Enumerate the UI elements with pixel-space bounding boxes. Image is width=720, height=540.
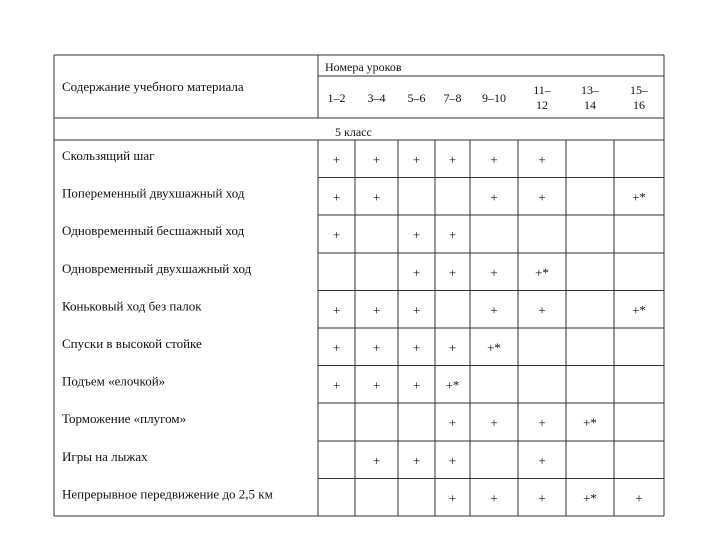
- lesson-mark: +: [372, 340, 381, 355]
- row-label: Одновременный бесшажный ход: [62, 223, 245, 239]
- lesson-mark: +: [538, 152, 546, 167]
- table-row: [62, 186, 646, 205]
- lesson-column-header-part: 16: [633, 98, 645, 112]
- lesson-mark: +: [332, 302, 341, 318]
- lesson-mark: +*: [583, 415, 597, 431]
- table-row: [62, 148, 546, 167]
- lesson-column-header-part: 12: [536, 98, 548, 112]
- lesson-column-header: [630, 83, 649, 112]
- lesson-mark: +: [538, 189, 546, 205]
- lesson-mark: +: [332, 227, 341, 243]
- table-row: [62, 261, 549, 280]
- lesson-mark: +: [490, 264, 498, 280]
- row-label: Подъем «елочкой»: [62, 373, 166, 389]
- lesson-mark: +: [372, 377, 381, 393]
- lesson-column-headers: [328, 83, 650, 112]
- lesson-mark: +*: [487, 340, 501, 355]
- lesson-mark: +: [372, 152, 381, 167]
- table-body: [62, 148, 646, 505]
- lesson-mark: +: [448, 415, 457, 431]
- lesson-column-header: [533, 83, 552, 112]
- lesson-mark: +: [332, 152, 341, 167]
- table-row: [62, 298, 646, 317]
- row-label: Непрерывное передвижение до 2,5 км: [62, 486, 273, 502]
- lesson-column-header-part: 11–: [533, 83, 551, 97]
- table-row: [62, 411, 597, 430]
- lesson-mark: +: [332, 340, 341, 355]
- lesson-mark: +: [412, 377, 421, 393]
- lesson-mark: +: [448, 490, 457, 506]
- table-row: [62, 449, 546, 468]
- lesson-mark: +: [448, 152, 457, 167]
- lesson-mark: +: [332, 377, 341, 393]
- lesson-mark: +: [412, 152, 421, 167]
- lesson-mark: +*: [535, 264, 549, 280]
- lesson-mark: +: [332, 189, 341, 205]
- lesson-mark: +: [538, 490, 546, 506]
- row-label: Игры на лыжах: [62, 448, 148, 464]
- table-row: [62, 374, 459, 393]
- lesson-mark: +: [412, 452, 421, 468]
- lesson-mark: +: [412, 340, 421, 355]
- lesson-mark: +: [448, 452, 457, 468]
- lesson-mark: +: [412, 302, 421, 318]
- lesson-mark: +: [412, 227, 421, 243]
- lesson-mark: +*: [632, 189, 646, 205]
- lesson-mark: +: [538, 302, 546, 318]
- row-label: Торможение «плугом»: [62, 411, 187, 427]
- lesson-mark: +: [372, 189, 381, 205]
- row-label: Попеременный двухшажный ход: [62, 185, 245, 201]
- lesson-column-header: 3–4: [367, 91, 386, 105]
- row-label: Спуски в высокой стойке: [62, 336, 202, 351]
- lesson-column-header-part: 13–: [581, 83, 599, 97]
- lesson-mark: +: [490, 415, 498, 431]
- row-label: Коньковый ход без палок: [62, 298, 202, 314]
- lesson-mark: +*: [632, 302, 646, 318]
- lesson-mark: +: [448, 340, 457, 355]
- lesson-mark: +: [490, 152, 498, 167]
- lesson-column-header: [581, 83, 600, 112]
- row-label: Скользящий шаг: [62, 148, 155, 163]
- lesson-mark: +: [372, 452, 381, 468]
- lesson-mark: +*: [445, 377, 460, 393]
- lesson-column-header: 7–8: [443, 91, 462, 105]
- lesson-mark: +: [490, 189, 498, 205]
- lesson-mark: +: [412, 264, 421, 280]
- lesson-mark: +: [448, 227, 457, 243]
- lesson-column-header: 1–2: [327, 91, 346, 105]
- lesson-mark: +: [490, 302, 498, 318]
- lesson-mark: +: [372, 302, 381, 318]
- table-row: [62, 223, 456, 242]
- lesson-mark: +: [490, 490, 498, 506]
- lesson-column-header-part: 15–: [630, 83, 648, 97]
- lesson-mark: +: [635, 490, 643, 506]
- lesson-column-header: 9–10: [482, 91, 506, 105]
- lesson-column-header: 5–6: [407, 91, 426, 105]
- section-label: 5 класс: [335, 125, 372, 139]
- row-label: Одновременный двухшажный ход: [62, 260, 252, 276]
- lesson-column-header-part: 14: [584, 98, 596, 112]
- lesson-mark: +: [448, 264, 457, 280]
- content-header: Содержание учебного материала: [62, 79, 244, 94]
- lesson-mark: +*: [583, 490, 597, 506]
- lessons-header: Номера уроков: [325, 60, 402, 74]
- table-row: [62, 486, 643, 505]
- lesson-mark: +: [538, 415, 546, 431]
- lesson-mark: +: [538, 452, 546, 468]
